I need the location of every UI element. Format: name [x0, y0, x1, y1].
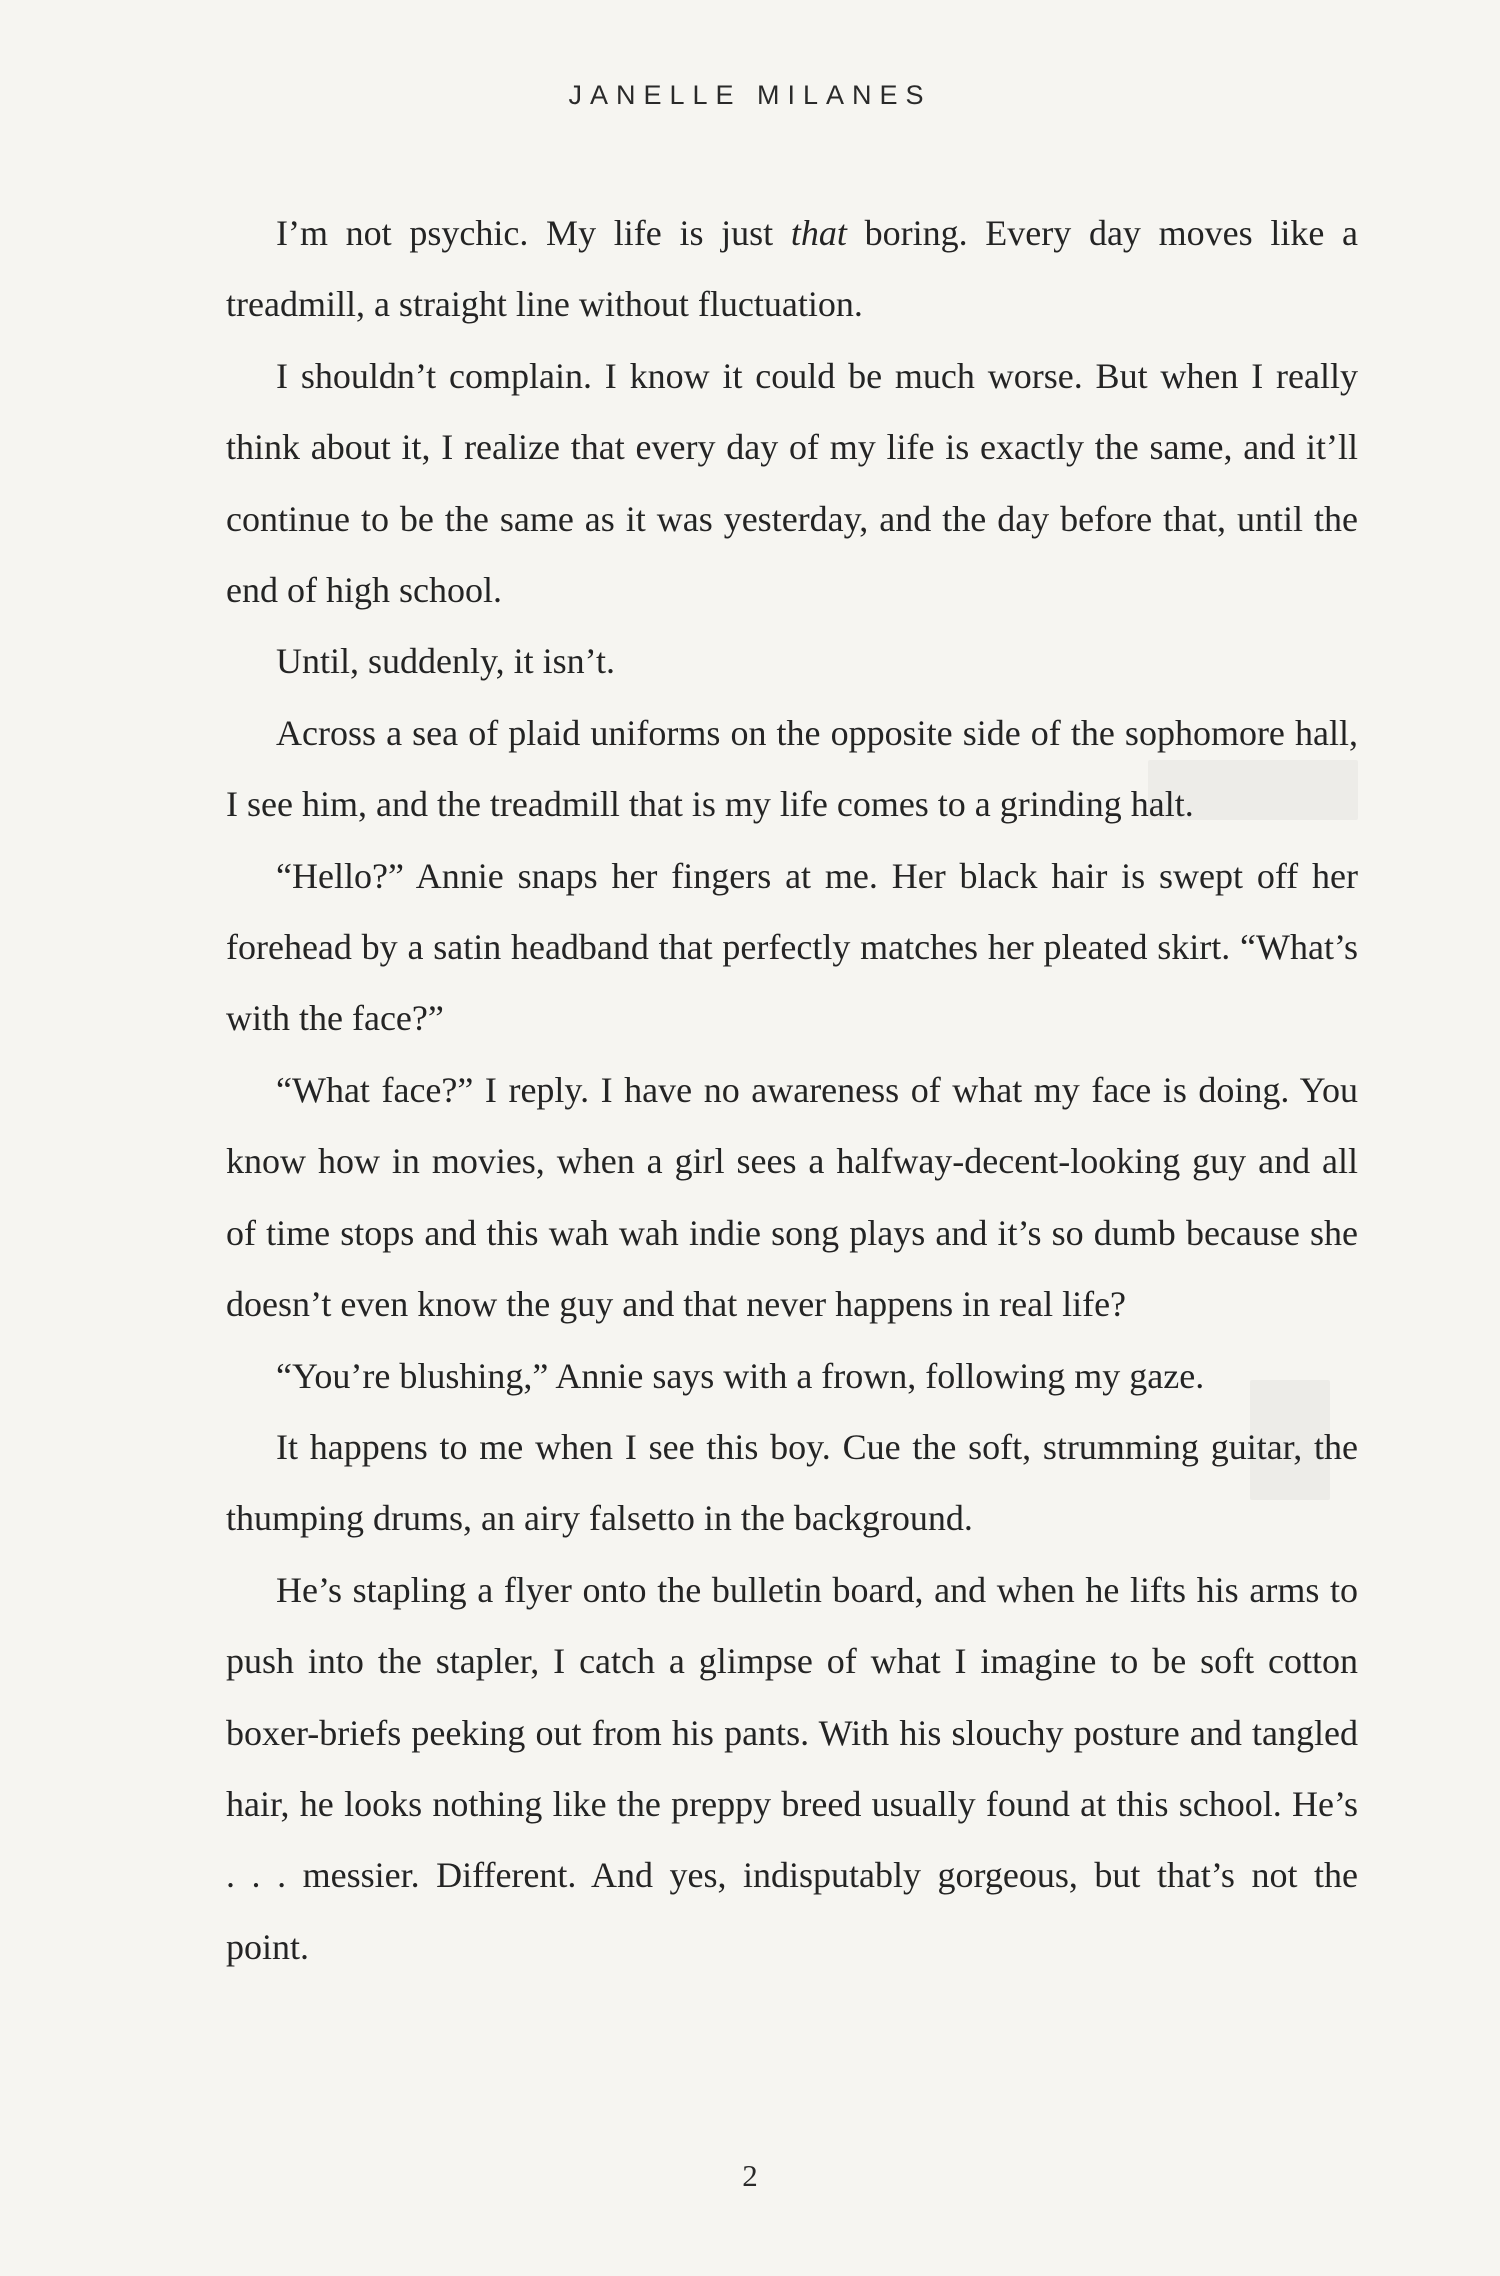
- body-text: [226, 198, 1358, 1983]
- running-head-author: JANELLE MILANES: [568, 80, 932, 110]
- paragraph-7: “You’re blushing,” Annie says with a frown, following my gaze.: [276, 1355, 1205, 1396]
- paragraph-text: boring. Every day moves like a treadmill, a straight line without fluctuation.: [226, 213, 1358, 325]
- page-number: 2: [742, 2158, 758, 2193]
- emphasis: that: [790, 213, 847, 253]
- paragraph-3: Until, suddenly, it isn’t.: [276, 641, 616, 682]
- paragraph-2: I shouldn’t complain. I know it could be much worse. But when I really think about it, I realize that every day of my life is exactly the same, and it’ll continue to be the same as it was yesterday, and the day before that, until the end of high school.: [226, 355, 1358, 611]
- paragraph-8: It happens to me when I see this boy. Cue the soft, strumming guitar, the thumping drums, an airy falsetto in the background.: [226, 1426, 1358, 1539]
- paragraph-1: [226, 198, 1358, 341]
- paragraph-6: “What face?” I reply. I have no awareness of what my face is doing. You know how in movies, when a girl sees a halfway-decent-looking guy and all of time stops and this wah wah indie song plays and it’s so dumb because she doesn’t even know the guy and that never happens in real life?: [226, 1069, 1358, 1325]
- paragraph-9: He’s stapling a flyer onto the bulletin board, and when he lifts his arms to push into the stapler, I catch a glimpse of what I imagine to be soft cotton boxer-briefs peeking out from his pants. With his slouchy posture and tangled hair, he looks nothing like the preppy breed usually found at this school. He’s . . . messier. Different. And yes, indisputably gorgeous, but that’s not the point.: [226, 1569, 1358, 1967]
- paragraph-5: “Hello?” Annie snaps her fingers at me. Her black hair is swept off her forehead by a satin headband that perfectly matches her pleated skirt. “What’s with the face?”: [226, 855, 1358, 1039]
- paragraph-text: I’m not psychic. My life is just: [276, 213, 791, 253]
- paragraph-4: Across a sea of plaid uniforms on the opposite side of the sophomore hall, I see him, and the treadmill that is my life comes to a grinding halt.: [226, 712, 1358, 825]
